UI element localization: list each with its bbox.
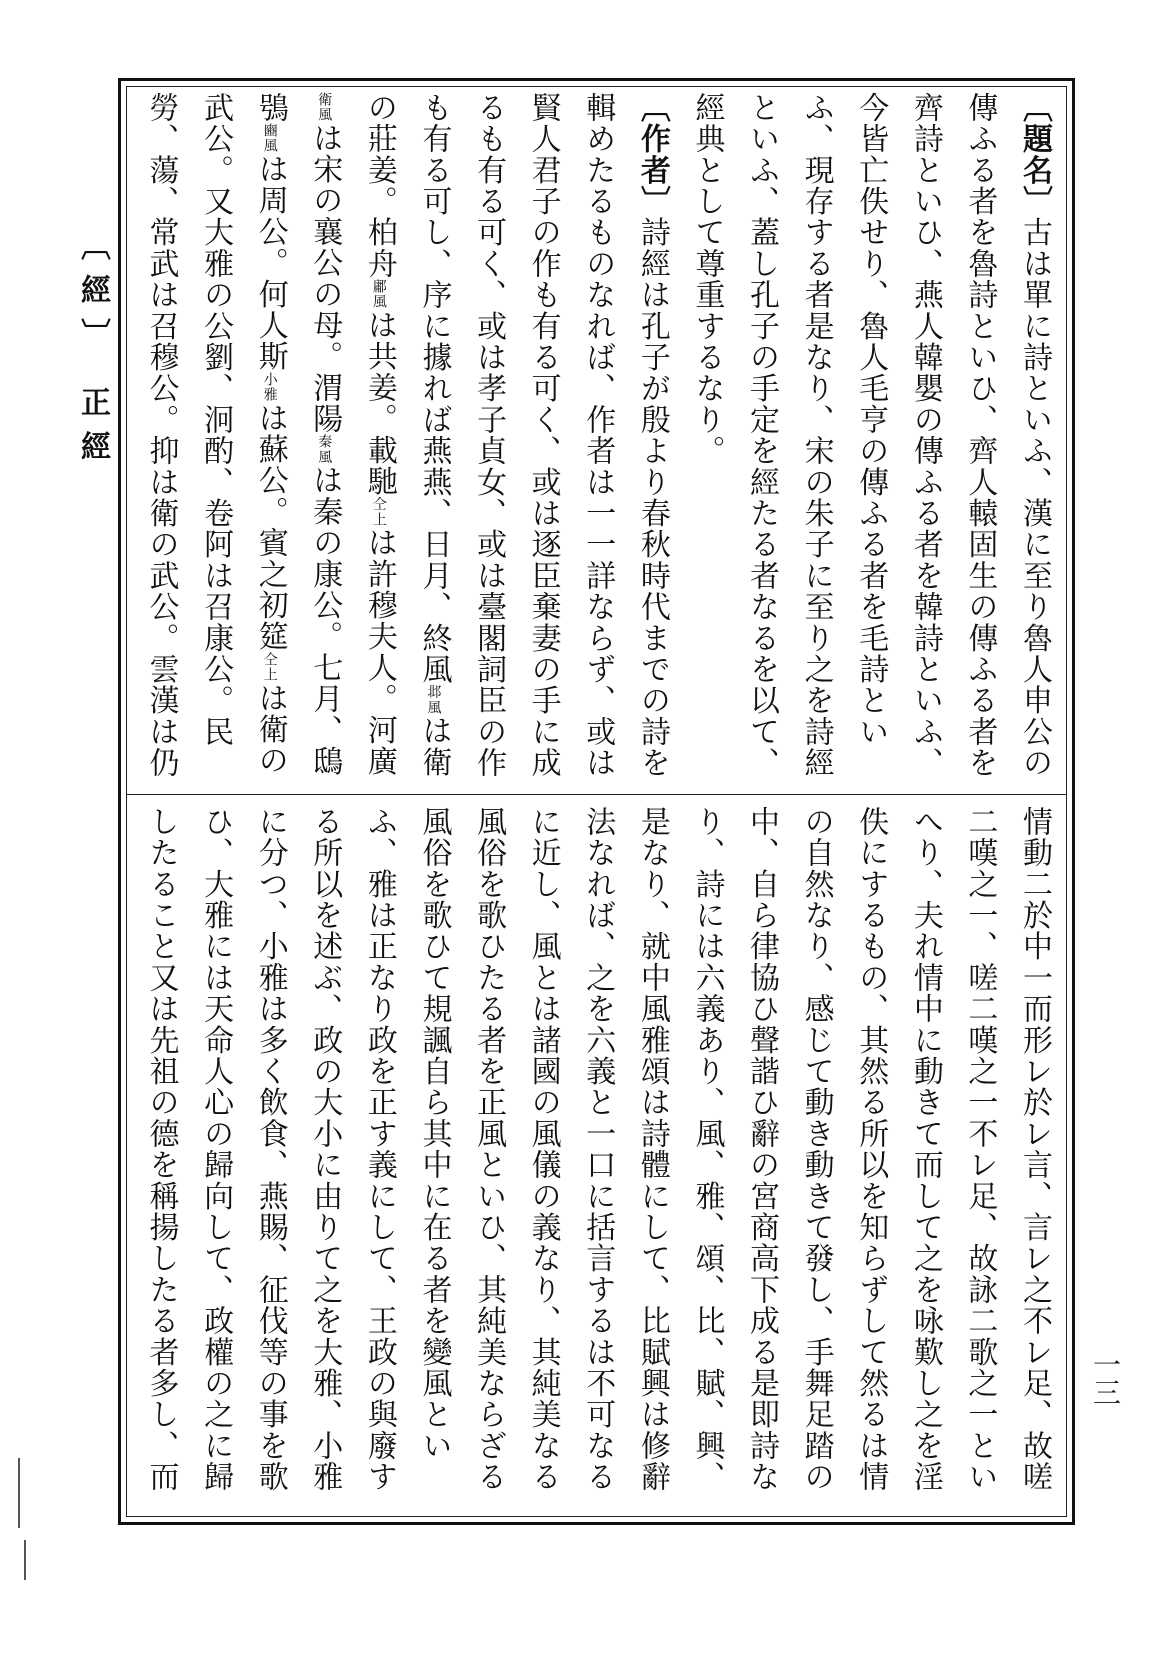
text-run: は衛の武公。又大雅の公劉、泂酌、卷阿は召康公。民勞、蕩、常武は召穆公。抑は衛の武公。雲漢は仍 <box>143 92 288 779</box>
text-run: は宋の襄公の母。渭陽 <box>307 122 343 435</box>
text-block-upper <box>132 92 1061 788</box>
paragraph-title-origin <box>679 92 1061 788</box>
section-title: 正經 <box>75 386 110 475</box>
section-tag-author: 〔作者〕 <box>634 92 670 217</box>
section-tag-title: 〔題名〕 <box>1017 92 1052 217</box>
inline-note: 小雅 <box>261 372 278 403</box>
inline-note: 仝上 <box>261 652 278 683</box>
text-run: 詩經は孔子が殷より春秋時代までの詩を輯めたるものなれば、作者は一一詳ならず、或は賢人君子の作も有る可く、或は逐臣棄妻の手に成るも有る可く、或は孝子貞女、或は臺閣詞臣の作も有る可し、序に據れば燕燕、日月、終風 <box>416 92 670 779</box>
paragraph-authors <box>132 92 679 788</box>
running-header <box>62 230 114 530</box>
inline-note: 鄘風 <box>370 279 387 310</box>
text-run: は秦の康公。七月、鴟鴞 <box>252 92 343 777</box>
text-run: は周公。何人斯 <box>252 153 288 373</box>
text-run: は共姜。載馳 <box>361 309 397 497</box>
inline-note: 豳風 <box>261 123 278 154</box>
text-run: は許穆夫人。河廣 <box>361 527 397 777</box>
section-divider <box>126 794 1067 795</box>
paragraph-continued: 情動二於中一而形レ於レ言、言レ之不レ足、故嗟二嘆之一、嗟二嘆之一不レ足、故詠二歌之一といへり、夫れ情中に動きて而して之を咏歎し之を淫佚にするもの、其然る所以を知らずして然るは情の自然なり、感じて動き動きて發し、手舞足踏の中、自ら律協ひ聲諧ひ辭の宮商高下成る是即詩なり、詩には六義あり、風、雅、頌、比、賦、興、是なり、就中風雅頌は詩體にして、比賦興は修辭法なれば、之を六義と一口に括言するは不可なるに近し、風とは諸國の風儀の義なり、其純美なる風俗を歌ひたる者を正風といひ、其純美ならざる風俗を歌ひて規諷自ら其中に在る者を變風といふ、雅は正なり政を正す義にして、王政の與廢する所以を述ぶ、政の大小に由りて之を大雅、小雅に分つ、小雅は多く飲食、燕賜、征伐等の事を歌ひ、大雅には天命人心の歸向して、政權の之に歸したること又は先祖の德を稱揚したる者多し、而 <box>143 806 1052 1493</box>
section-label: 〔經〕 <box>75 230 110 362</box>
margin-mark <box>18 1458 20 1528</box>
text-run: は蘇公。賓之初筵 <box>252 402 288 653</box>
inline-note: 仝上 <box>370 496 387 528</box>
page-number: 一三 <box>1089 1350 1122 1406</box>
margin-mark <box>24 1540 26 1580</box>
inline-note: 秦風 <box>316 434 333 465</box>
inline-note: 邶風 <box>425 684 442 716</box>
paragraph-text: 古は單に詩といふ、漢に至り魯人申公の傳ふる者を魯詩といひ、齊人轅固生の傳ふる者を齊詩といひ、燕人韓嬰の傳ふる者を韓詩といふ、今皆亡佚せり、魯人毛亨の傳ふる者を毛詩といふ、現存する者是なり、宋の朱子に至り之を詩經といふ、蓋し孔子の手定を經たる者なるを以て、經典として尊重するなり。 <box>689 92 1052 779</box>
text-block-lower <box>132 806 1061 1504</box>
text-run: は衛の莊姜。柏舟 <box>361 92 452 778</box>
inline-note: 衛風 <box>316 92 333 123</box>
